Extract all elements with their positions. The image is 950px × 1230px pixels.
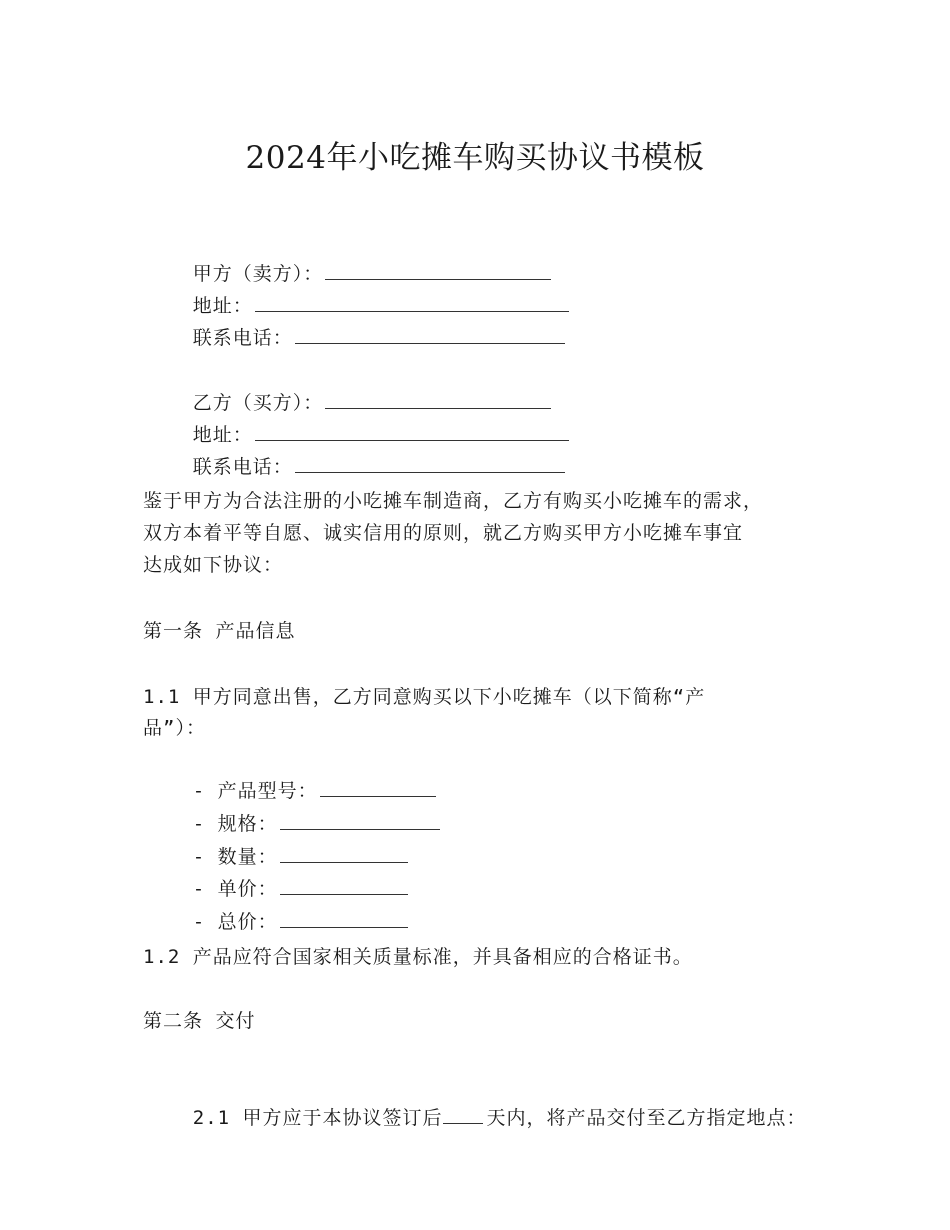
product-model-line [143, 746, 436, 802]
party-a-name-line [143, 229, 551, 285]
product-quantity-line [143, 812, 408, 868]
party-a-address-line [143, 261, 569, 317]
party-a-phone-blank[interactable] [295, 323, 565, 344]
article-2-heading: 第二条 交付 [143, 1010, 256, 1032]
clause-1-1-line-2: 品”）： [143, 717, 206, 739]
party-b-address-line [143, 390, 569, 446]
party-a-name-label: 甲方（卖方）： [192, 263, 324, 285]
clause-2-1-before: 2.1 甲方应于本协议签订后 [192, 1107, 443, 1129]
product-unit-price-label: - 单价： [192, 878, 278, 900]
preamble-line-2: 双方本着平等自愿、诚实信用的原则，就乙方购买甲方小吃摊车事宜 [143, 522, 744, 544]
product-total-price-blank[interactable] [280, 907, 408, 928]
party-b-phone-label: 联系电话： [192, 456, 293, 478]
party-b-address-label: 地址： [192, 424, 253, 446]
clause-2-1-line [143, 1073, 807, 1129]
party-a-address-label: 地址： [192, 295, 253, 317]
product-total-price-line [143, 877, 408, 933]
preamble-line-1: 鉴于甲方为合法注册的小吃摊车制造商，乙方有购买小吃摊车的需求， [143, 490, 764, 512]
product-spec-line [143, 779, 440, 835]
clause-1-2: 1.2 产品应符合国家相关质量标准，并具备相应的合格证书。 [143, 946, 693, 968]
product-unit-price-line [143, 844, 408, 900]
clause-1-1-line-1: 1.1 甲方同意出售，乙方同意购买以下小吃摊车（以下简称“产 [143, 686, 706, 708]
party-a-phone-label: 联系电话： [192, 327, 293, 349]
party-a-phone-line [143, 293, 565, 349]
clause-2-1-after: 天内，将产品交付至乙方指定地点： [486, 1107, 807, 1129]
party-b-name-label: 乙方（买方）： [192, 392, 324, 414]
preamble-line-3: 达成如下协议： [143, 554, 284, 576]
product-total-price-label: - 总价： [192, 911, 278, 933]
party-b-name-line [143, 358, 551, 414]
document-title: 2024年小吃摊车购买协议书模板 [245, 140, 705, 176]
product-spec-label: - 规格： [192, 813, 278, 835]
delivery-days-blank[interactable] [443, 1103, 483, 1124]
article-1-heading: 第一条 产品信息 [143, 620, 296, 642]
party-b-phone-blank[interactable] [295, 452, 565, 473]
party-b-phone-line [143, 422, 565, 478]
product-model-label: - 产品型号： [192, 780, 318, 802]
product-quantity-label: - 数量： [192, 846, 278, 868]
